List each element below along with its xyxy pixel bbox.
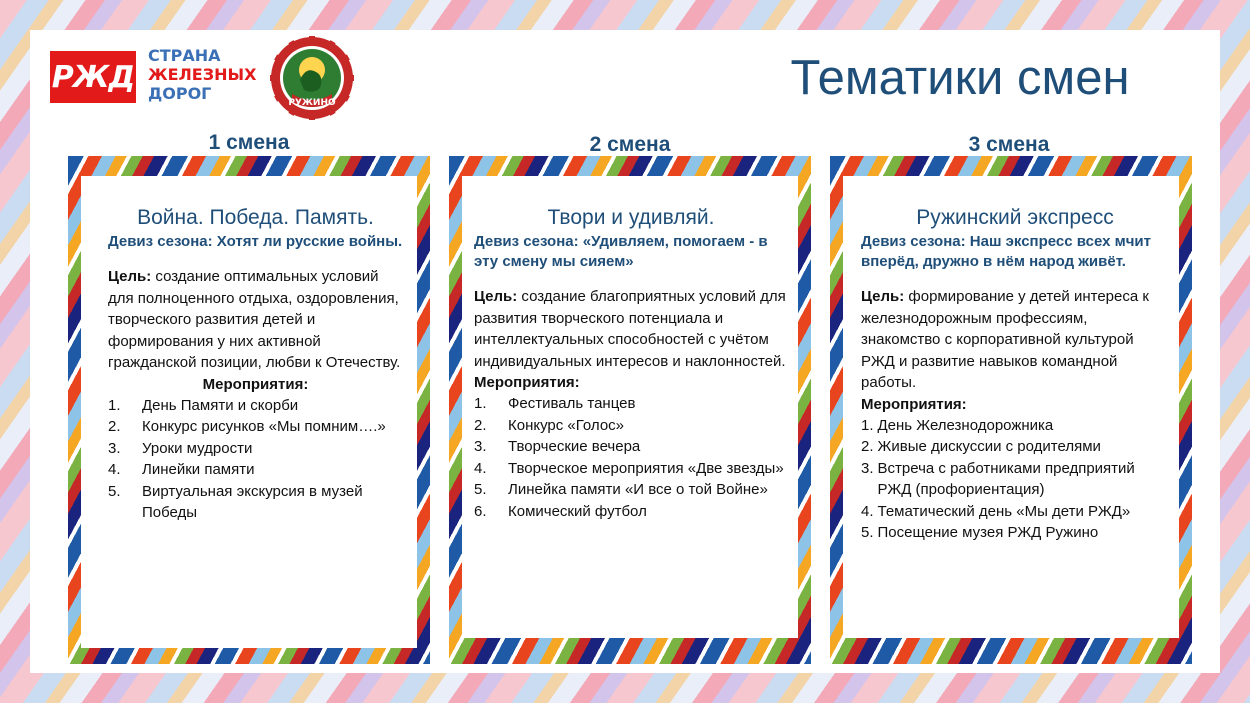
list-item: [108, 416, 403, 438]
list-item-text: Конкурс «Голос»: [508, 416, 625, 434]
shift-1-goal: [108, 266, 403, 374]
list-item-number: 4.: [861, 502, 874, 520]
list-item-text: День Железнодорожника: [877, 416, 1054, 434]
list-item: [108, 395, 403, 417]
list-item-number: 3.: [861, 459, 874, 477]
list-item-text: День Памяти и скорби: [142, 396, 299, 414]
brand-text: [148, 46, 268, 103]
page-title: Тематики смен: [790, 51, 1130, 105]
shift-3-events-list: [861, 415, 1169, 544]
shift-3-label: 3 смена: [968, 133, 1050, 156]
shift-2-events-list: [474, 393, 788, 522]
shift-1-content: [81, 176, 417, 648]
list-item-number: 2.: [474, 416, 487, 434]
list-item: [474, 415, 788, 437]
shift-2-label: 2 смена: [589, 133, 671, 156]
list-item-number: 5.: [474, 481, 487, 498]
list-item-number: 3.: [108, 439, 121, 457]
list-item-number: 4.: [108, 461, 121, 478]
shift-3-events-heading: Мероприятия:: [861, 395, 967, 413]
list-item-number: 1.: [861, 416, 874, 434]
goal-text: формирование у детей интереса к железнодорожным профессиям, знакомство с корпоративной культурой РЖД и развитие навыков командной работы.: [861, 288, 1149, 391]
goal-label: Цель:: [861, 288, 905, 305]
goal-label: Цель:: [474, 288, 518, 305]
list-item: [108, 459, 403, 481]
list-item-text: Тематический день «Мы дети РЖД»: [877, 502, 1131, 520]
list-item-number: 4.: [474, 459, 487, 477]
shift-1-title: Война. Победа. Память.: [137, 206, 374, 229]
emblem-caption: РУЖИНО: [288, 98, 336, 108]
shift-3-motto: Девиз сезона: Наш экспресс всех мчит вперёд, дружно в нём народ живёт.: [861, 233, 1151, 270]
list-item-text: Виртуальная экскурсия в музей Победы: [142, 482, 363, 521]
list-item: [861, 458, 1169, 501]
list-item: [108, 481, 403, 524]
shift-1-motto: Девиз сезона: Хотят ли русские войны.: [108, 233, 403, 250]
list-item: [861, 436, 1169, 458]
shift-3-title: Ружинский экспресс: [916, 206, 1114, 229]
brand-line-1: СТРАНА: [148, 46, 221, 65]
rzd-logo: [50, 51, 136, 103]
goal-text: создание благоприятных условий для развития творческого потенциала и интеллектуальных способностей с учётом индивидуальных интересов и наклонностей.: [474, 288, 786, 370]
list-item: [474, 458, 788, 480]
shift-2-events-heading: Мероприятия:: [474, 374, 580, 391]
list-item-number: 2.: [108, 418, 121, 435]
goal-text: создание оптимальных условий для полноценного отдыха, оздоровления, творческого развития детей и формирования у них активной гражданской позиции, любви к Отечеству.: [108, 268, 401, 371]
shift-1-label: 1 смена: [208, 131, 290, 154]
brand-line-3: ДОРОГ: [148, 84, 212, 103]
list-item-number: 2.: [861, 438, 874, 455]
list-item-text: Творческие вечера: [508, 438, 641, 455]
list-item: [861, 522, 1169, 544]
shift-2-content: [462, 176, 798, 638]
list-item-text: Комический футбол: [508, 502, 647, 520]
list-item: [474, 436, 788, 458]
list-item-text: Творческое мероприятия «Две звезды»: [508, 459, 784, 477]
list-item-number: 1.: [108, 396, 121, 414]
list-item-text: Фестиваль танцев: [508, 395, 636, 412]
list-item: [861, 501, 1169, 523]
list-item: [474, 393, 788, 415]
shift-2-title: Твори и удивляй.: [547, 206, 715, 229]
shift-1-events-list: [108, 395, 403, 524]
shift-3-content: [843, 176, 1179, 638]
shift-3-goal: [861, 286, 1169, 394]
list-item-text: Посещение музея РЖД Ружино: [877, 524, 1099, 541]
list-item-number: 1.: [474, 395, 487, 412]
list-item: [861, 415, 1169, 437]
list-item: [108, 438, 403, 460]
list-item-text: Конкурс рисунков «Мы помним….»: [142, 418, 386, 435]
list-item-text: Живые дискуссии с родителями: [877, 438, 1101, 455]
rzd-logo-mark: РЖД: [51, 59, 135, 95]
list-item-number: 3.: [474, 438, 487, 455]
list-item: [474, 479, 788, 501]
shift-2-goal: [474, 286, 788, 372]
list-item-text: Уроки мудрости: [142, 439, 253, 457]
list-item-number: 5.: [108, 482, 121, 500]
list-item: [474, 501, 788, 523]
shift-1-events-heading: Мероприятия:: [202, 375, 309, 393]
list-item-number: 6.: [474, 502, 487, 520]
list-item-text: Линейка памяти «И все о той Войне»: [508, 481, 768, 498]
goal-label: Цель:: [108, 268, 152, 285]
brand-line-2: ЖЕЛЕЗНЫХ: [148, 65, 257, 84]
list-item-text: Встреча с работниками предприятий РЖД (профориентация): [877, 459, 1135, 498]
list-item-number: 5.: [861, 524, 874, 541]
list-item-text: Линейки памяти: [142, 461, 255, 478]
shift-2-motto: Девиз сезона: «Удивляем, помогаем - в эту смену мы сияем»: [474, 233, 768, 270]
